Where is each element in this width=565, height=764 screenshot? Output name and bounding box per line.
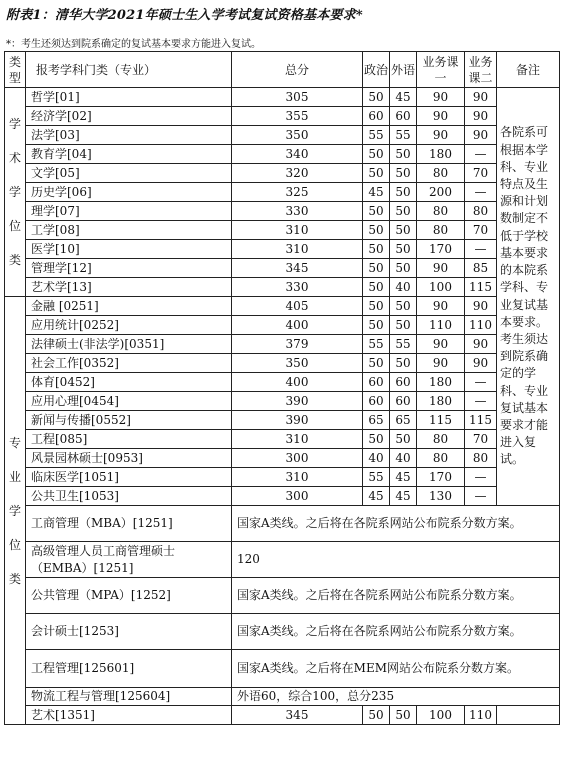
course1-cell: 90 bbox=[417, 259, 465, 278]
header-course1 bbox=[417, 52, 465, 88]
foreign-cell: 60 bbox=[390, 107, 417, 126]
politics-cell: 45 bbox=[363, 183, 390, 202]
foreign-cell: 50 bbox=[390, 221, 417, 240]
table-row-special bbox=[5, 650, 560, 688]
table-row bbox=[5, 487, 560, 506]
requirement-text-cell: 国家A类线。之后将在MEM网站公布院系分数方案。 bbox=[232, 650, 560, 688]
header-row bbox=[5, 52, 560, 88]
politics-cell: 50 bbox=[363, 297, 390, 316]
table-row bbox=[5, 183, 560, 202]
foreign-cell: 45 bbox=[390, 487, 417, 506]
table-row-special bbox=[5, 506, 560, 542]
politics-cell: 50 bbox=[363, 221, 390, 240]
table-row bbox=[5, 316, 560, 335]
table-row bbox=[5, 373, 560, 392]
foreign-cell: 45 bbox=[390, 468, 417, 487]
course1-cell: 100 bbox=[417, 706, 465, 725]
course2-cell: 90 bbox=[465, 88, 497, 107]
course1-cell: 90 bbox=[417, 107, 465, 126]
course1-cell: 90 bbox=[417, 88, 465, 107]
total-cell: 379 bbox=[232, 335, 363, 354]
total-cell: 405 bbox=[232, 297, 363, 316]
table-row bbox=[5, 392, 560, 411]
course1-cell: 80 bbox=[417, 202, 465, 221]
subject-cell: 法律硕士(非法学)[0351] bbox=[26, 335, 232, 354]
total-cell: 310 bbox=[232, 468, 363, 487]
table-body bbox=[5, 88, 560, 725]
course1-cell: 80 bbox=[417, 430, 465, 449]
subject-cell: 艺术[1351] bbox=[26, 706, 232, 725]
course1-cell: 80 bbox=[417, 164, 465, 183]
category-char: 学 bbox=[8, 185, 21, 199]
subject-cell: 体育[0452] bbox=[26, 373, 232, 392]
course1-cell: 90 bbox=[417, 335, 465, 354]
total-cell: 390 bbox=[232, 411, 363, 430]
course2-cell: 80 bbox=[465, 202, 497, 221]
foreign-cell: 50 bbox=[390, 145, 417, 164]
foreign-cell: 50 bbox=[390, 297, 417, 316]
subject-cell: 新闻与传播[0552] bbox=[26, 411, 232, 430]
course1-cell: 180 bbox=[417, 373, 465, 392]
total-cell: 330 bbox=[232, 278, 363, 297]
subject-cell: 会计硕士[1253] bbox=[26, 614, 232, 650]
category-professional bbox=[5, 297, 26, 725]
header-foreign: 外语 bbox=[390, 52, 417, 88]
header-course1-label: 业务课一 bbox=[422, 54, 459, 85]
foreign-cell: 50 bbox=[390, 202, 417, 221]
table-row bbox=[5, 297, 560, 316]
politics-cell: 50 bbox=[363, 278, 390, 297]
course1-cell: 110 bbox=[417, 316, 465, 335]
politics-cell: 55 bbox=[363, 335, 390, 354]
subject-cell: 物流工程与管理[125604] bbox=[26, 688, 232, 706]
course1-cell: 100 bbox=[417, 278, 465, 297]
course2-cell: 70 bbox=[465, 430, 497, 449]
header-remark: 备注 bbox=[497, 52, 560, 88]
total-cell: 325 bbox=[232, 183, 363, 202]
course1-cell: 170 bbox=[417, 468, 465, 487]
table-row bbox=[5, 240, 560, 259]
course1-cell: 130 bbox=[417, 487, 465, 506]
subject-cell: 工商管理（MBA）[1251] bbox=[26, 506, 232, 542]
subject-cell: 理学[07] bbox=[26, 202, 232, 221]
total-cell: 305 bbox=[232, 88, 363, 107]
category-char: 类 bbox=[8, 571, 21, 586]
header-course2 bbox=[465, 52, 497, 88]
requirement-text-cell: 国家A类线。之后将在各院系网站公布院系分数方案。 bbox=[232, 578, 560, 614]
category-academic bbox=[5, 88, 26, 297]
category-char: 学 bbox=[8, 117, 21, 131]
course2-cell: 110 bbox=[465, 316, 497, 335]
course2-cell: — bbox=[465, 487, 497, 506]
politics-cell: 50 bbox=[363, 316, 390, 335]
subject-cell: 临床医学[1051] bbox=[26, 468, 232, 487]
course1-cell: 180 bbox=[417, 145, 465, 164]
foreign-cell: 65 bbox=[390, 411, 417, 430]
requirement-text-cell: 外语60，综合100，总分235 bbox=[232, 688, 560, 706]
course2-cell: 70 bbox=[465, 164, 497, 183]
total-cell: 350 bbox=[232, 354, 363, 373]
total-cell: 340 bbox=[232, 145, 363, 164]
table-row bbox=[5, 145, 560, 164]
course2-cell: 90 bbox=[465, 354, 497, 373]
header-politics: 政治 bbox=[363, 52, 390, 88]
course1-cell: 200 bbox=[417, 183, 465, 202]
subject-cell: 工程[085] bbox=[26, 430, 232, 449]
course2-cell: 110 bbox=[465, 706, 497, 725]
foreign-cell: 55 bbox=[390, 126, 417, 145]
table-row bbox=[5, 202, 560, 221]
course1-cell: 80 bbox=[417, 449, 465, 468]
subject-cell: 金融 [0251] bbox=[26, 297, 232, 316]
table-row bbox=[5, 430, 560, 449]
requirement-text-cell: 国家A类线。之后将在各院系网站公布院系分数方案。 bbox=[232, 614, 560, 650]
course2-cell: — bbox=[465, 145, 497, 164]
course1-cell: 115 bbox=[417, 411, 465, 430]
politics-cell: 50 bbox=[363, 88, 390, 107]
foreign-cell: 50 bbox=[390, 240, 417, 259]
category-char: 位 bbox=[8, 219, 21, 233]
course1-cell: 90 bbox=[417, 126, 465, 145]
foreign-cell: 60 bbox=[390, 392, 417, 411]
subject-cell: 历史学[06] bbox=[26, 183, 232, 202]
total-cell: 330 bbox=[232, 202, 363, 221]
foreign-cell: 50 bbox=[390, 706, 417, 725]
foreign-cell: 50 bbox=[390, 183, 417, 202]
politics-cell: 65 bbox=[363, 411, 390, 430]
foreign-cell: 50 bbox=[390, 259, 417, 278]
subject-cell: 公共卫生[1053] bbox=[26, 487, 232, 506]
table-row bbox=[5, 354, 560, 373]
table-row-special bbox=[5, 578, 560, 614]
subject-cell: 文学[05] bbox=[26, 164, 232, 183]
politics-cell: 60 bbox=[363, 373, 390, 392]
subject-cell: 哲学[01] bbox=[26, 88, 232, 107]
total-cell: 310 bbox=[232, 430, 363, 449]
total-cell: 400 bbox=[232, 373, 363, 392]
course2-cell: 115 bbox=[465, 411, 497, 430]
empty-remark-cell bbox=[497, 706, 560, 725]
course1-cell: 170 bbox=[417, 240, 465, 259]
total-cell: 350 bbox=[232, 126, 363, 145]
table-row bbox=[5, 259, 560, 278]
course2-cell: 90 bbox=[465, 107, 497, 126]
course2-cell: 70 bbox=[465, 221, 497, 240]
total-cell: 345 bbox=[232, 259, 363, 278]
course2-cell: 90 bbox=[465, 297, 497, 316]
course2-cell: 115 bbox=[465, 278, 497, 297]
table-row-special bbox=[5, 614, 560, 650]
subject-cell: 教育学[04] bbox=[26, 145, 232, 164]
course2-cell: — bbox=[465, 392, 497, 411]
politics-cell: 60 bbox=[363, 392, 390, 411]
course2-cell: 90 bbox=[465, 126, 497, 145]
course1-cell: 180 bbox=[417, 392, 465, 411]
header-subject bbox=[26, 52, 232, 88]
header-course2-label: 业务课二 bbox=[468, 54, 493, 85]
category-char: 学 bbox=[8, 503, 21, 518]
total-cell: 310 bbox=[232, 240, 363, 259]
politics-cell: 50 bbox=[363, 145, 390, 164]
category-char: 类 bbox=[8, 253, 21, 267]
subject-cell: 医学[10] bbox=[26, 240, 232, 259]
course2-cell: 90 bbox=[465, 335, 497, 354]
requirement-text-cell: 国家A类线。之后将在各院系网站公布院系分数方案。 bbox=[232, 506, 560, 542]
category-char: 专 bbox=[8, 435, 21, 450]
header-subject-label: 报考学科门类（专业） bbox=[36, 62, 157, 77]
foreign-cell: 50 bbox=[390, 354, 417, 373]
course2-cell: — bbox=[465, 373, 497, 392]
politics-cell: 60 bbox=[363, 107, 390, 126]
course1-cell: 80 bbox=[417, 221, 465, 240]
foreign-cell: 45 bbox=[390, 88, 417, 107]
course2-cell: — bbox=[465, 183, 497, 202]
table-row bbox=[5, 278, 560, 297]
politics-cell: 50 bbox=[363, 430, 390, 449]
politics-cell: 40 bbox=[363, 449, 390, 468]
subject-cell: 应用统计[0252] bbox=[26, 316, 232, 335]
table-row bbox=[5, 449, 560, 468]
category-char: 术 bbox=[8, 151, 21, 165]
course1-cell: 90 bbox=[417, 297, 465, 316]
subject-cell: 艺术学[13] bbox=[26, 278, 232, 297]
politics-cell: 45 bbox=[363, 487, 390, 506]
politics-cell: 50 bbox=[363, 706, 390, 725]
subject-cell: 高级管理人员工商管理硕士（EMBA）[1251] bbox=[26, 542, 232, 578]
foreign-cell: 50 bbox=[390, 164, 417, 183]
requirements-table bbox=[4, 51, 560, 725]
table-row-special bbox=[5, 688, 560, 706]
table-row bbox=[5, 164, 560, 183]
politics-cell: 50 bbox=[363, 202, 390, 221]
total-cell: 400 bbox=[232, 316, 363, 335]
table-row bbox=[5, 411, 560, 430]
politics-cell: 55 bbox=[363, 468, 390, 487]
document-title: 附表1：清华大学2021年硕士生入学考试复试资格基本要求* bbox=[6, 8, 363, 23]
category-char: 业 bbox=[8, 469, 21, 484]
total-cell: 390 bbox=[232, 392, 363, 411]
subject-cell: 社会工作[0352] bbox=[26, 354, 232, 373]
politics-cell: 50 bbox=[363, 259, 390, 278]
total-cell: 300 bbox=[232, 449, 363, 468]
remark-cell: 各院系可根据本学科、专业特点及生源和计划数制定不低于学校基本要求的本院系学科、专业复试基本要求。考生须达到院系确定的学科、专业复试基本要求才能进入复试。 bbox=[497, 88, 560, 506]
table-row bbox=[5, 706, 560, 725]
total-cell: 345 bbox=[232, 706, 363, 725]
foreign-cell: 50 bbox=[390, 430, 417, 449]
subject-cell: 公共管理（MPA）[1252] bbox=[26, 578, 232, 614]
table-row bbox=[5, 107, 560, 126]
table-row bbox=[5, 88, 560, 107]
table-row bbox=[5, 126, 560, 145]
course2-cell: 85 bbox=[465, 259, 497, 278]
course1-cell: 90 bbox=[417, 354, 465, 373]
politics-cell: 50 bbox=[363, 164, 390, 183]
total-cell: 300 bbox=[232, 487, 363, 506]
total-cell: 310 bbox=[232, 221, 363, 240]
subject-cell: 应用心理[0454] bbox=[26, 392, 232, 411]
header-category-label: 类型 bbox=[9, 54, 22, 85]
footnote: *：考生还须达到院系确定的复试基本要求方能进入复试。 bbox=[6, 39, 261, 50]
requirement-text-cell: 120 bbox=[232, 542, 560, 578]
total-cell: 320 bbox=[232, 164, 363, 183]
subject-cell: 经济学[02] bbox=[26, 107, 232, 126]
table-row bbox=[5, 221, 560, 240]
course2-cell: — bbox=[465, 468, 497, 487]
subject-cell: 风景园林硕士[0953] bbox=[26, 449, 232, 468]
total-cell: 355 bbox=[232, 107, 363, 126]
foreign-cell: 40 bbox=[390, 449, 417, 468]
table-row bbox=[5, 468, 560, 487]
subject-cell: 管理学[12] bbox=[26, 259, 232, 278]
politics-cell: 50 bbox=[363, 240, 390, 259]
foreign-cell: 40 bbox=[390, 278, 417, 297]
subject-cell: 工程管理[125601] bbox=[26, 650, 232, 688]
course2-cell: 80 bbox=[465, 449, 497, 468]
table-row-special bbox=[5, 542, 560, 578]
category-char: 位 bbox=[8, 537, 21, 552]
politics-cell: 55 bbox=[363, 126, 390, 145]
foreign-cell: 60 bbox=[390, 373, 417, 392]
table-row bbox=[5, 335, 560, 354]
subject-cell: 工学[08] bbox=[26, 221, 232, 240]
header-category bbox=[5, 52, 26, 88]
foreign-cell: 55 bbox=[390, 335, 417, 354]
foreign-cell: 50 bbox=[390, 316, 417, 335]
header-total: 总分 bbox=[232, 52, 363, 88]
course2-cell: — bbox=[465, 240, 497, 259]
subject-cell: 法学[03] bbox=[26, 126, 232, 145]
politics-cell: 50 bbox=[363, 354, 390, 373]
